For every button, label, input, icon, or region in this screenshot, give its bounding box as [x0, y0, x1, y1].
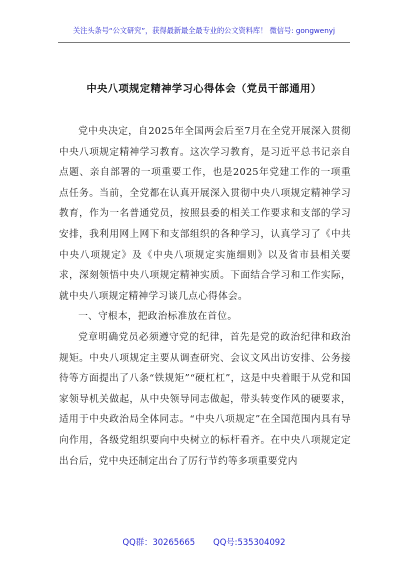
header-banner: 关注头条号“公文研究”，获得最新最全最专业的公文资料库！ 微信号: gongwenyj — [72, 26, 336, 35]
footer — [0, 536, 408, 548]
paragraph-intro: 党中央决定，自2025年全国两会后至7月在全党开展深入贯彻中央八项规定精神学习教育。这次学习教育，是习近平总书记亲自点题、亲自部署的一项重要工作，也是2025年党建工作的一项重点任务。当前，全党都在认真开展深入贯彻中央八项规定精神学习教育，作为一名普通党员，按照县委的相关工作要求和支部的学习安排，我利用网上网下和支部组织的各种学习，认真学习了《中共中央八项规定》及《中央八项规定实施细则》以及省市县相关要求，深刻领悟中央八项规定精神实质。下面结合学习和工作实际，就中央八项规定精神学习谈几点心得体会。 — [59, 126, 351, 302]
paragraph-section-1-body: 党章明确党员必须遵守党的纪律，首先是党的政治纪律和政治规矩。中央八项规定主要从调查研究、会议文风出访安排、公务接待等方面提出了八条“铁规矩”“硬杠杠”，这是中央着眼于从党和国家领导机关做起，从中央领导同志做起，带头转变作风的硬要求，适用于中央政治局全体同志。“中央八项规定”在全国范围内具有导向作用，各级党组织要向中央树立的标杆看齐。在中央八项规定定出台后，党中央还制定出台了厉行节约等多项重要党内 — [59, 331, 351, 467]
document-body — [59, 122, 351, 472]
document-title: 中央八项规定精神学习心得体会（党员干部通用） — [86, 84, 322, 95]
header-divider — [58, 42, 350, 43]
paragraph-section-heading-1: 一、守根本，把政治标准放在首位。 — [78, 311, 238, 323]
footer-qq-number: QQ号:535304092 — [213, 537, 286, 547]
footer-qq-group: QQ群：30265665 — [122, 537, 196, 547]
